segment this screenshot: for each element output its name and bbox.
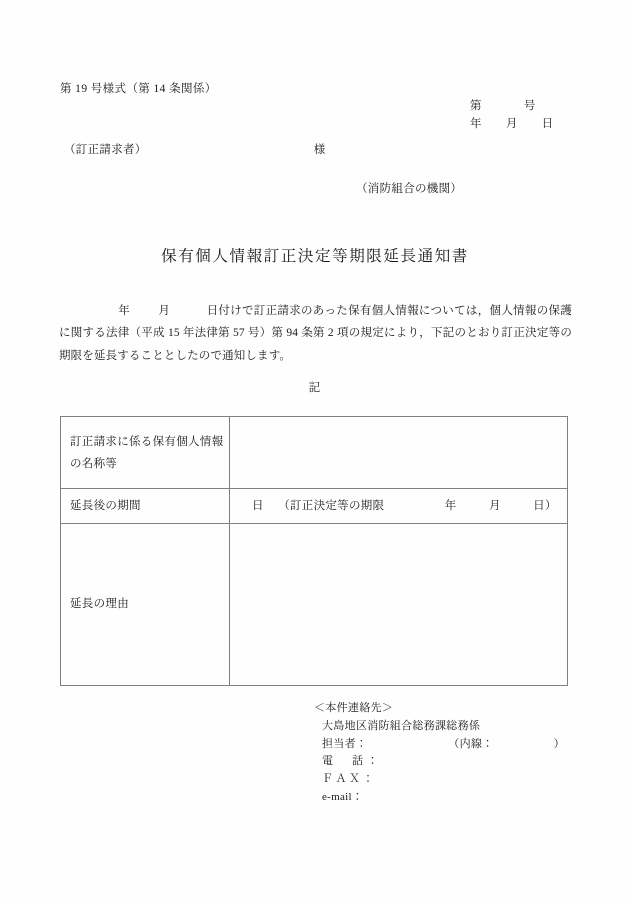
contact-email-label: e-mail： bbox=[322, 791, 364, 804]
contact-person-line bbox=[322, 736, 565, 754]
document-number-unit: 号 bbox=[523, 100, 536, 112]
body-paragraph bbox=[59, 300, 572, 367]
row-label-text: 延長の理由 bbox=[70, 598, 129, 611]
body-year-label: 年 bbox=[118, 305, 130, 317]
contact-block bbox=[314, 700, 565, 807]
contact-extension-group bbox=[448, 736, 565, 754]
contact-heading: ＜本件連絡先＞ bbox=[314, 702, 394, 714]
document-number-blank bbox=[482, 98, 524, 116]
table-row bbox=[61, 417, 568, 489]
date-day-label: 日 bbox=[541, 117, 554, 130]
addressee-line bbox=[64, 141, 326, 159]
contact-person-label: 担当者： bbox=[322, 737, 368, 750]
contact-fax-label: ＦＡＸ： bbox=[322, 773, 376, 786]
period-day-label: 日） bbox=[533, 499, 557, 512]
contact-extension-close: ） bbox=[553, 737, 565, 750]
body-month-label: 月 bbox=[158, 305, 171, 317]
row-label-cell bbox=[61, 489, 230, 524]
date-month-blank bbox=[518, 116, 542, 134]
row-label-cell bbox=[61, 417, 230, 489]
row-value-cell[interactable] bbox=[230, 524, 568, 686]
addressee-label: （訂正請求者） bbox=[64, 144, 147, 156]
table-row bbox=[61, 489, 568, 524]
document-number-label: 第 bbox=[470, 100, 482, 112]
period-year-label: 年 bbox=[444, 499, 457, 512]
document-date-line bbox=[470, 116, 590, 134]
page-title: 保有個人情報訂正決定等期限延長通知書 bbox=[161, 248, 469, 265]
period-deadline-label: （訂正決定等の期限 bbox=[278, 499, 385, 512]
contact-extension-label: （内線： bbox=[448, 737, 494, 750]
ki-mark: 記 bbox=[308, 382, 322, 394]
date-year-label: 年 bbox=[470, 117, 482, 130]
row-value-cell[interactable] bbox=[230, 417, 568, 489]
table-row bbox=[61, 524, 568, 686]
form-number: 第 19 号様式（第 14 条関係） bbox=[60, 83, 217, 95]
period-day-unit: 日 bbox=[252, 499, 264, 512]
notification-table bbox=[60, 416, 568, 686]
document-meta bbox=[470, 98, 590, 134]
row-value-cell[interactable] bbox=[230, 489, 568, 524]
row-label-cell bbox=[61, 524, 230, 686]
date-month-label: 月 bbox=[505, 117, 518, 130]
issuer-label: （消防組合の機関） bbox=[356, 183, 463, 195]
contact-tel-label: 電 話： bbox=[322, 755, 382, 768]
body-main-text: 日付けで訂正請求のあった保有個人情報については，個人情報の保護に関する法律（平成 15 年法律第 57 号）第 94 条第 2 項の規定により，下記のとおり訂正決定等の期限を延長することとしたので通知します。 bbox=[59, 305, 573, 362]
extension-period-line bbox=[230, 497, 567, 515]
row-label-text: 延長後の期間 bbox=[70, 499, 141, 512]
addressee-honorific: 様 bbox=[313, 144, 326, 156]
contact-organization: 大島地区消防組合総務課総務係 bbox=[322, 719, 481, 732]
date-year-blank bbox=[482, 116, 506, 134]
document-number-line bbox=[470, 98, 590, 116]
period-month-label: 月 bbox=[488, 499, 501, 512]
row-label-text: 訂正請求に係る保有個人情報の名称等 bbox=[70, 436, 224, 470]
